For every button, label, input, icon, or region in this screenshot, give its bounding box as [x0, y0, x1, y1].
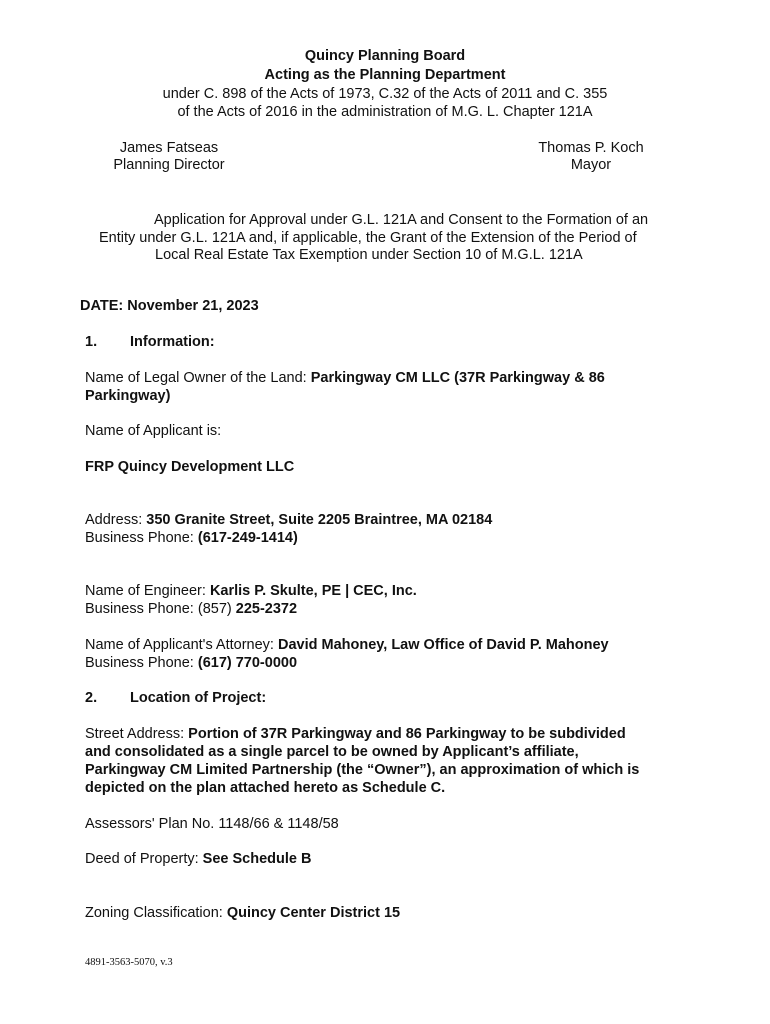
statute-line-2: of the Acts of 2016 in the administration of M.G. L. Chapter 121A [177, 104, 593, 120]
street-address-value-1: Portion of 37R Parkingway and 86 Parkingway to be subdivided [188, 726, 626, 742]
mayor-block [530, 140, 652, 173]
legal-owner-value-cont: Parkingway) [85, 388, 171, 404]
attorney-phone-value: (617) 770-0000 [197, 655, 298, 671]
address-value: 350 Granite Street, Suite 2205 Braintree, MA 02184 [146, 512, 493, 528]
footer-doc-id: 4891-3563-5070, v.3 [85, 957, 173, 968]
statute-line-1: under C. 898 of the Acts of 1973, C.32 of the Acts of 2011 and C. 355 [162, 86, 608, 102]
attorney-line [85, 637, 609, 653]
deed-label: Deed of Property: [85, 851, 203, 867]
mayor-name: Thomas P. Koch [538, 140, 644, 156]
engineer-value: Karlis P. Skulte, PE | CEC, Inc. [209, 583, 417, 599]
street-address-line-3: Parkingway CM Limited Partnership (the “Owner”), an approximation of which is [85, 762, 640, 778]
planning-director-name: James Fatseas [119, 140, 219, 156]
engineer-phone-prefix: (857) [197, 601, 236, 617]
engineer-phone-value: 225-2372 [235, 601, 298, 617]
section-1-title: Information: [130, 334, 215, 350]
section-1-number: 1. [85, 334, 98, 350]
street-address-line-2: and consolidated as a single parcel to be owned by Applicant’s affiliate, [85, 744, 579, 760]
planning-director-block [110, 140, 228, 173]
deed-line [85, 851, 311, 867]
applicant-phone-line [85, 530, 298, 546]
attorney-phone-label: Business Phone: [85, 655, 198, 671]
address-label: Address: [85, 512, 147, 528]
street-address-label: Street Address: [85, 726, 189, 742]
legal-owner-label: Name of Legal Owner of the Land: [85, 370, 311, 386]
applicant-name: FRP Quincy Development LLC [85, 459, 295, 475]
assessors-plan: Assessors' Plan No. 1148/66 & 1148/58 [85, 816, 339, 832]
application-title-line-3: Local Real Estate Tax Exemption under Section 10 of M.G.L. 121A [155, 247, 583, 263]
mayor-title: Mayor [570, 157, 612, 173]
application-title-line-1: Application for Approval under G.L. 121A and Consent to the Formation of an [154, 212, 649, 228]
zoning-line [85, 905, 400, 921]
deed-value: See Schedule B [202, 851, 312, 867]
section-2-number: 2. [85, 690, 98, 706]
address-line [85, 512, 492, 528]
engineer-label: Name of Engineer: [85, 583, 210, 599]
section-2-title: Location of Project: [130, 690, 267, 706]
planning-director-title: Planning Director [113, 157, 225, 173]
applicant-label: Name of Applicant is: [85, 423, 222, 439]
board-subtitle: Acting as the Planning Department [264, 67, 506, 83]
zoning-label: Zoning Classification: [85, 905, 227, 921]
street-address-line-4: depicted on the plan attached hereto as Schedule C. [85, 780, 446, 796]
applicant-phone-label: Business Phone: [85, 530, 198, 546]
applicant-phone-value: (617-249-1414) [197, 530, 298, 546]
attorney-phone-line [85, 655, 297, 671]
board-title: Quincy Planning Board [304, 48, 466, 64]
attorney-value: David Mahoney, Law Office of David P. Mahoney [277, 637, 609, 653]
attorney-label: Name of Applicant's Attorney: [85, 637, 278, 653]
street-address-line-1 [85, 726, 626, 742]
legal-owner-line [85, 370, 605, 386]
engineer-line [85, 583, 417, 599]
engineer-phone-label: Business Phone: [85, 601, 198, 617]
legal-owner-value: Parkingway CM LLC (37R Parkingway & 86 [310, 370, 605, 386]
engineer-phone-line [85, 601, 297, 617]
application-date: DATE: November 21, 2023 [80, 298, 259, 314]
application-title-line-2: Entity under G.L. 121A and, if applicable, the Grant of the Extension of the Period of [99, 230, 637, 246]
zoning-value: Quincy Center District 15 [226, 905, 401, 921]
